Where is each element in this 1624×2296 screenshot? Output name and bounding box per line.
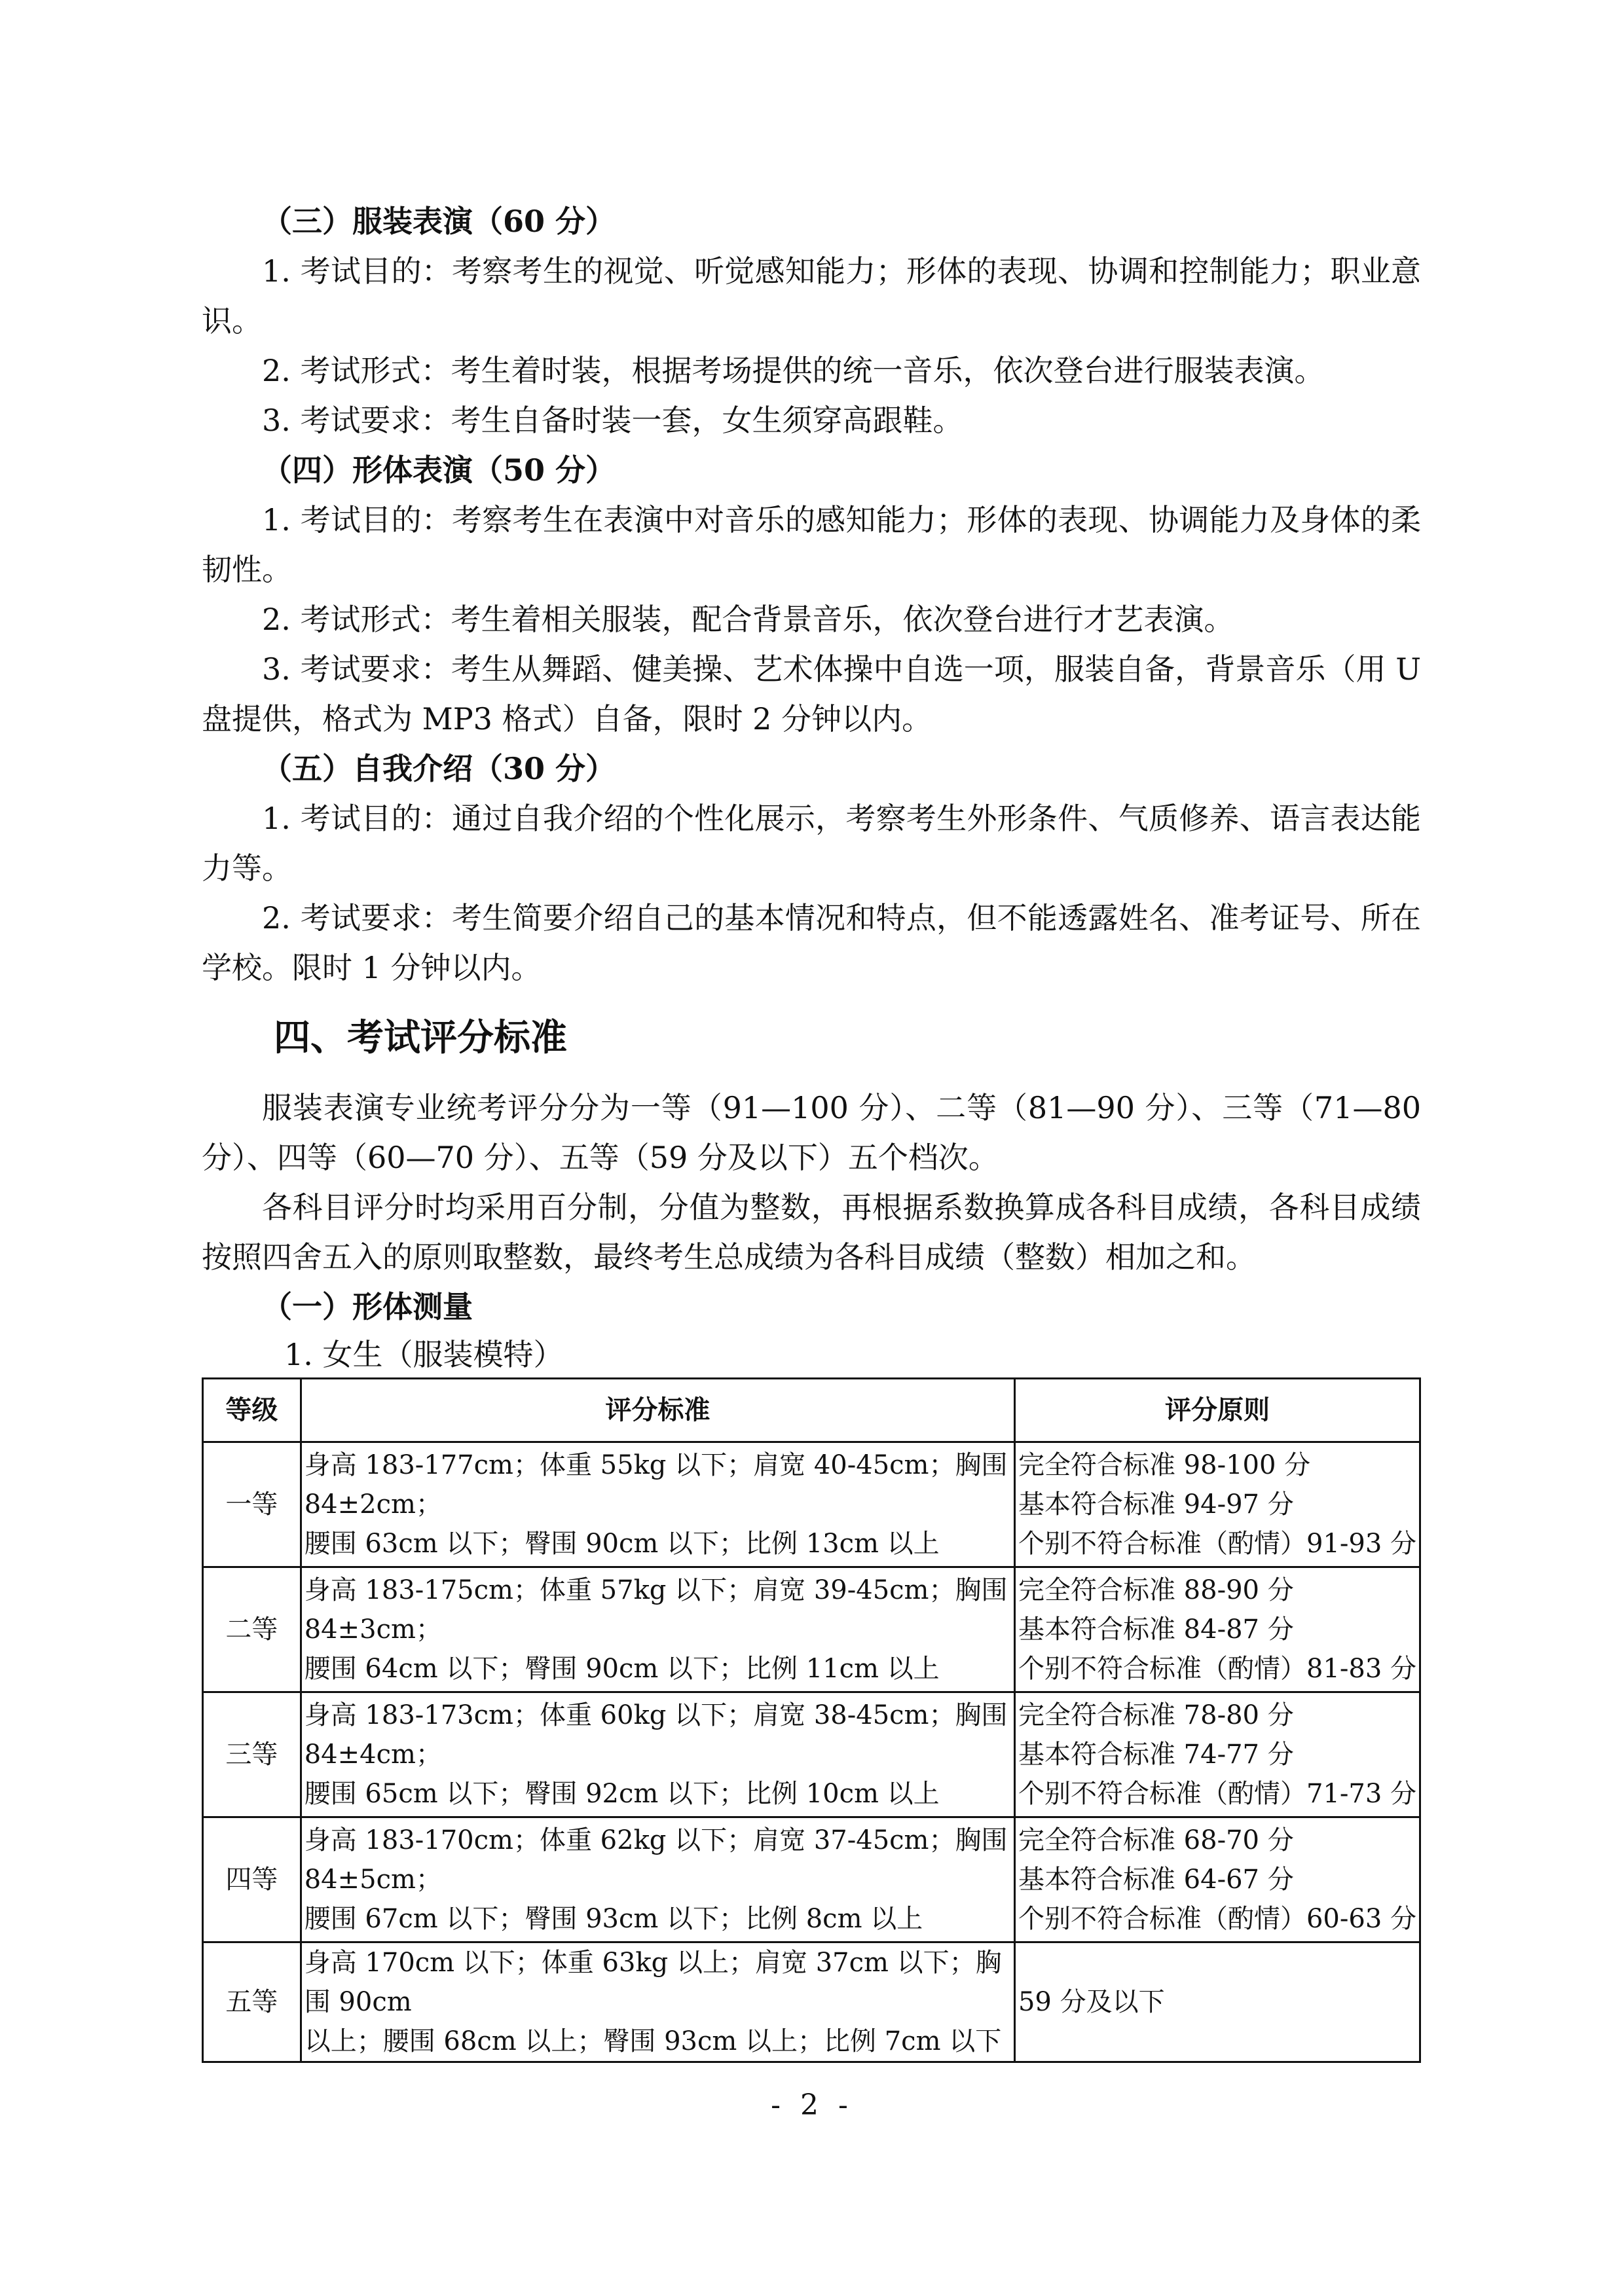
section-item: 3. 考试要求：考生从舞蹈、健美操、艺术体操中自选一项，服装自备，背景音乐（用 U 盘提供，格式为 MP3 格式）自备，限时 2 分钟以内。 — [202, 651, 1421, 737]
rule-line: 个别不符合标准（酌情）81-83 分 — [1018, 1654, 1416, 1684]
chapter-paragraph: 服装表演专业统考评分分为一等（91—100 分）、二等（81—90 分）、三等（71—80 分）、四等（60—70 分）、五等（59 分及以下）五个档次。 — [202, 1090, 1421, 1175]
grade-level: 五等 — [203, 1942, 301, 2062]
rule-line: 个别不符合标准（酌情）91-93 分 — [1018, 1529, 1416, 1559]
standard-line: 腰围 67cm 以下；臀围 93cm 以下；比例 8cm 以上 — [304, 1904, 923, 1934]
grade-rule — [1014, 1442, 1420, 1567]
rule-line: 完全符合标准 98-100 分 — [1018, 1450, 1311, 1480]
table-row — [203, 1817, 1420, 1942]
section-item: 2. 考试形式：考生着时装，根据考场提供的统一音乐，依次登台进行服装表演。 — [262, 353, 1325, 388]
table-caption: 1. 女生（服装模特） — [284, 1337, 564, 1372]
chapter-title: 四、考试评分标准 — [274, 1017, 567, 1059]
subheading-body-measurement: （一）形体测量 — [262, 1289, 473, 1324]
rule-line: 完全符合标准 88-90 分 — [1018, 1575, 1294, 1605]
column-header-standard: 评分标准 — [301, 1379, 1014, 1442]
rule-line: 基本符合标准 64-67 分 — [1018, 1865, 1294, 1895]
grade-rule — [1014, 1692, 1420, 1817]
standard-line: 腰围 63cm 以下；臀围 90cm 以下；比例 13cm 以上 — [304, 1529, 940, 1559]
table-header-row — [203, 1379, 1420, 1442]
column-header-rule: 评分原则 — [1014, 1379, 1420, 1442]
section-item: 2. 考试要求：考生简要介绍自己的基本情况和特点，但不能透露姓名、准考证号、所在学校。限时 1 分钟以内。 — [202, 900, 1421, 985]
section-item: 2. 考试形式：考生着相关服装，配合背景音乐，依次登台进行才艺表演。 — [262, 602, 1234, 637]
standard-line: 身高 183-177cm；体重 55kg 以下；肩宽 40-45cm；胸围 84±2cm； — [304, 1450, 1008, 1520]
grade-level: 二等 — [203, 1567, 301, 1692]
table-row — [203, 1692, 1420, 1817]
rule-line: 个别不符合标准（酌情）71-73 分 — [1018, 1779, 1416, 1809]
grade-level: 四等 — [203, 1817, 301, 1942]
grade-standard — [301, 1817, 1014, 1942]
column-header-level: 等级 — [203, 1379, 301, 1442]
standard-line: 身高 183-170cm；体重 62kg 以下；肩宽 37-45cm；胸围 84±5cm； — [304, 1825, 1008, 1895]
page-number: - 2 - — [771, 2088, 853, 2122]
rule-line: 基本符合标准 84-87 分 — [1018, 1614, 1294, 1645]
grade-level: 一等 — [203, 1442, 301, 1567]
table-row — [203, 1567, 1420, 1692]
grade-rule — [1014, 1817, 1420, 1942]
grade-rule — [1014, 1567, 1420, 1692]
table-row — [203, 1942, 1420, 2062]
grade-standard — [301, 1442, 1014, 1567]
chapter-paragraph: 各科目评分时均采用百分制，分值为整数，再根据系数换算成各科目成绩，各科目成绩按照四舍五入的原则取整数，最终考生总成绩为各科目成绩（整数）相加之和。 — [202, 1190, 1421, 1275]
section-item: 1. 考试目的：考察考生在表演中对音乐的感知能力；形体的表现、协调能力及身体的柔韧性。 — [202, 502, 1421, 587]
standard-line: 身高 170cm 以下；体重 63kg 以上；肩宽 37cm 以下；胸围 90cm — [304, 1948, 1002, 2017]
grade-standard — [301, 1567, 1014, 1692]
grade-level: 三等 — [203, 1692, 301, 1817]
grading-table — [202, 1377, 1421, 2063]
section-heading-self-intro: （五）自我介绍（30 分） — [262, 751, 616, 786]
grade-rule — [1014, 1942, 1420, 2062]
rule-line: 基本符合标准 94-97 分 — [1018, 1489, 1294, 1520]
rule-line: 完全符合标准 68-70 分 — [1018, 1825, 1294, 1855]
standard-line: 腰围 65cm 以下；臀围 92cm 以下；比例 10cm 以上 — [304, 1779, 940, 1809]
standard-line: 以上；腰围 68cm 以上；臀围 93cm 以上；比例 7cm 以下 — [304, 2026, 1002, 2056]
table-row — [203, 1442, 1420, 1567]
standard-line: 身高 183-173cm；体重 60kg 以下；肩宽 38-45cm；胸围 84±4cm； — [304, 1700, 1008, 1770]
section-heading-clothing-performance: （三）服装表演（60 分） — [262, 204, 616, 239]
standard-line: 腰围 64cm 以下；臀围 90cm 以下；比例 11cm 以上 — [304, 1654, 940, 1684]
standard-line: 身高 183-175cm；体重 57kg 以下；肩宽 39-45cm；胸围 84±3cm； — [304, 1575, 1008, 1645]
rule-line: 个别不符合标准（酌情）60-63 分 — [1018, 1904, 1416, 1934]
grade-standard — [301, 1692, 1014, 1817]
section-item: 1. 考试目的：考察考生的视觉、听觉感知能力；形体的表现、协调和控制能力；职业意识。 — [202, 253, 1421, 338]
rule-line: 完全符合标准 78-80 分 — [1018, 1700, 1294, 1730]
section-heading-body-performance: （四）形体表演（50 分） — [262, 452, 616, 488]
rule-line: 基本符合标准 74-77 分 — [1018, 1740, 1294, 1770]
section-item: 3. 考试要求：考生自备时装一套，女生须穿高跟鞋。 — [262, 403, 963, 438]
section-item: 1. 考试目的：通过自我介绍的个性化展示，考察考生外形条件、气质修养、语言表达能力等。 — [202, 801, 1421, 886]
rule-line: 59 分及以下 — [1018, 1987, 1165, 2017]
grade-standard — [301, 1942, 1014, 2062]
document-page — [202, 196, 1421, 2063]
